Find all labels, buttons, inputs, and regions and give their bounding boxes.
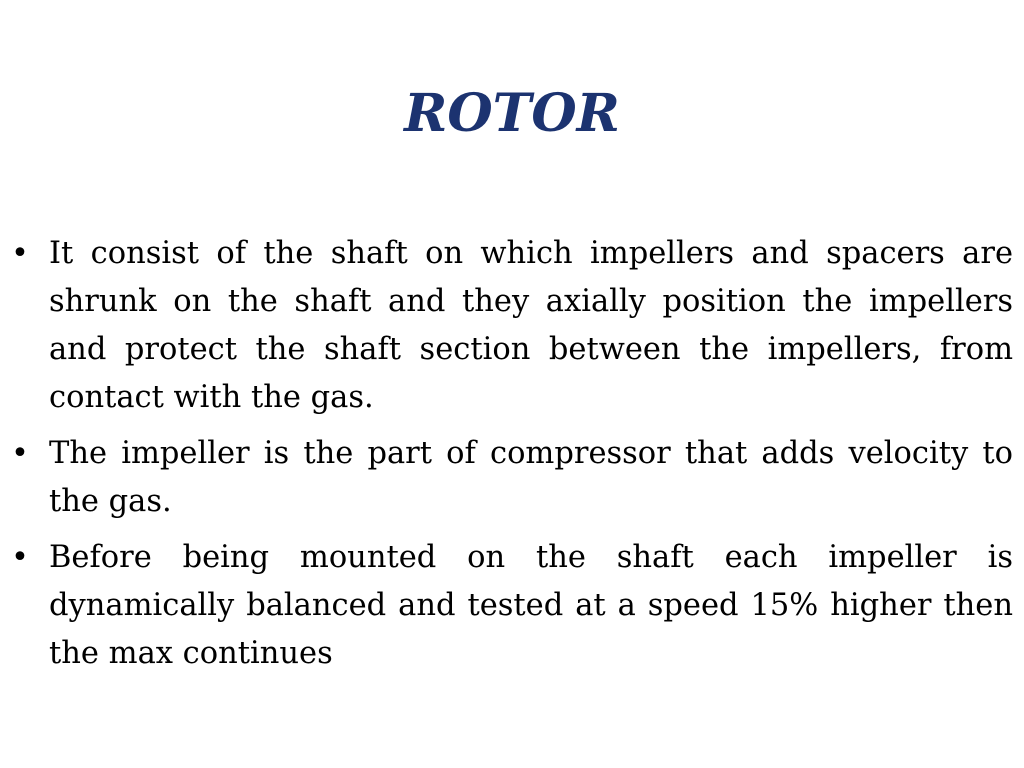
bullet-item-shaft (10, 230, 1013, 422)
slide-title: ROTOR (404, 83, 620, 144)
bullet-item-balancing (10, 534, 1013, 678)
bullet-text: Before being mounted on the shaft each impeller is dynamically balanced and tested at a speed 15% higher then the max continues (49, 540, 1013, 671)
bullet-dot-icon: • (11, 540, 29, 575)
bullet-text: The impeller is the part of compressor that adds velocity to the gas. (49, 436, 1013, 519)
bullet-text: It consist of the shaft on which impellers and spacers are shrunk on the shaft and they axially position the impellers and protect the shaft section between the impellers, from contact with the gas. (49, 236, 1013, 415)
bullet-item-impeller (10, 430, 1013, 526)
bullet-dot-icon: • (11, 236, 29, 271)
bullet-dot-icon: • (11, 436, 29, 471)
bullet-list (10, 230, 1013, 686)
